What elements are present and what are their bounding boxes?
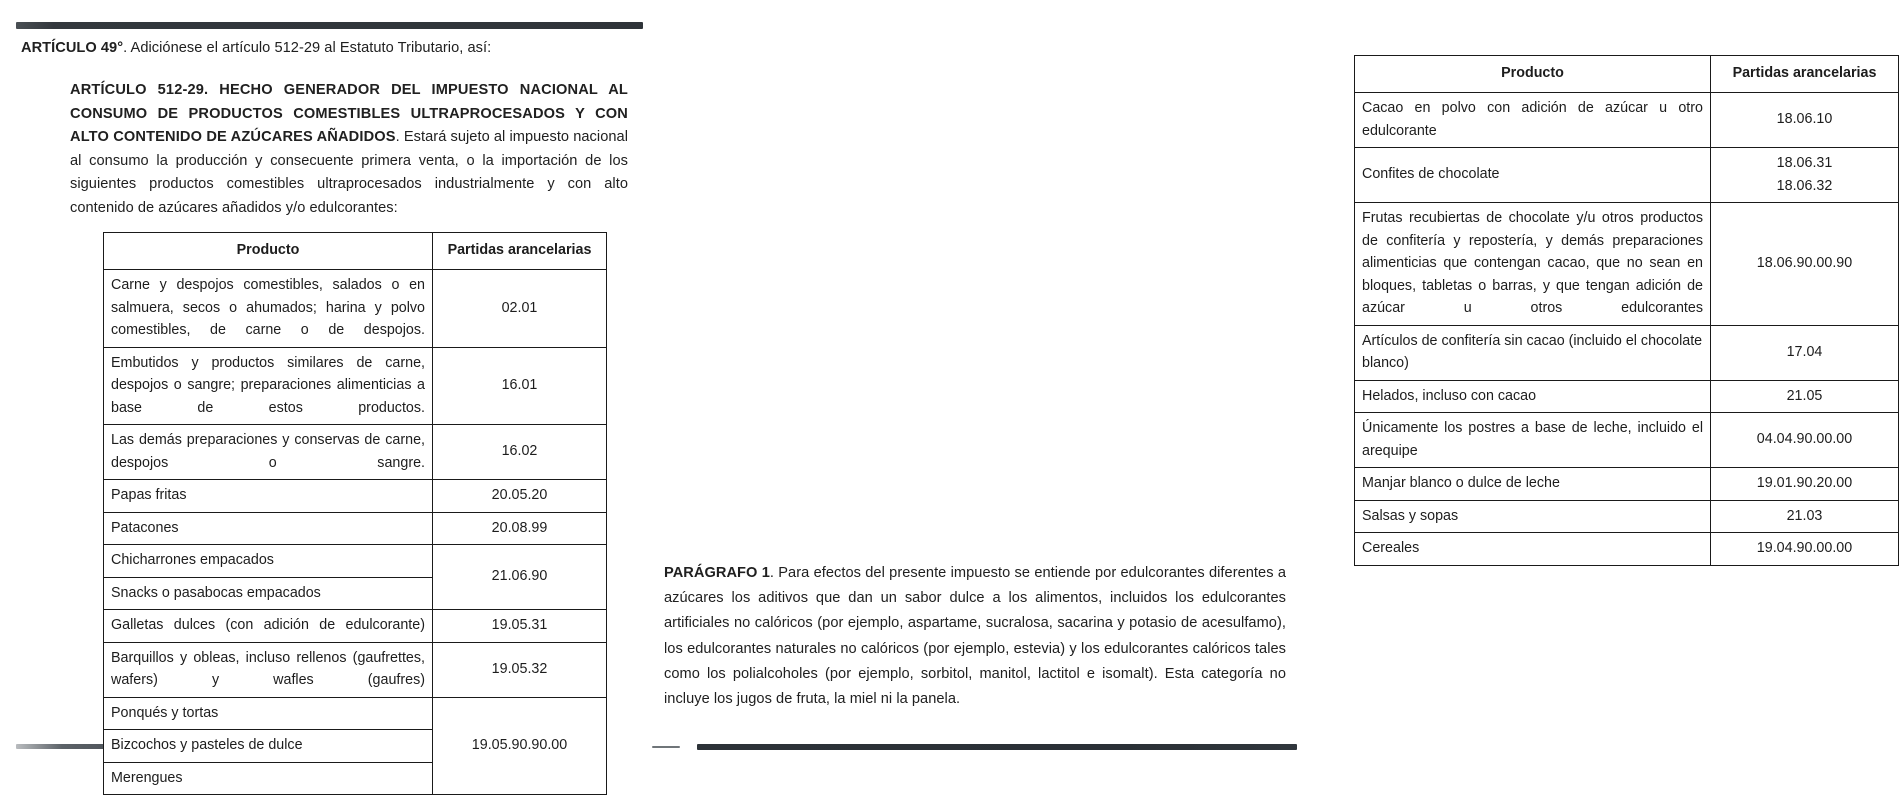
cell-producto: Barquillos y obleas, incluso rellenos (gaufrettes, wafers) y wafles (gaufres) xyxy=(104,642,433,697)
cell-partida: 19.05.32 xyxy=(433,642,607,697)
cell-partida: 18.06.31 18.06.32 xyxy=(1711,148,1899,203)
paragrafo-1-block xyxy=(664,561,1286,712)
cell-producto: Artículos de confitería sin cacao (incluido el chocolate blanco) xyxy=(1355,325,1711,380)
cell-producto: Frutas recubiertas de chocolate y/u otros productos de confitería y repostería, y demás preparaciones alimenticias que contengan cacao, que no sean en bloques, tabletas o barras, y que tengan adición de azúcar u otros edulcorantes xyxy=(1355,203,1711,326)
products-table-right xyxy=(1354,55,1899,566)
cell-producto: Merengues xyxy=(104,762,433,795)
article-49-intro xyxy=(21,37,629,61)
cell-partida: 18.06.10 xyxy=(1711,93,1899,148)
article-512-29-text: . Estará sujeto al impuesto nacional al consumo la producción y consecuente primera venta, o la importación de los siguientes productos comestibles ultraprocesados industrialmente y con alto contenido de azúcares añadidos y/o edulcorantes: xyxy=(70,129,628,216)
cell-producto: Chicharrones empacados xyxy=(104,545,433,578)
cell-partida: 21.03 xyxy=(1711,500,1899,533)
right-page xyxy=(652,0,1877,760)
cell-producto: Cacao en polvo con adición de azúcar u otro edulcorante xyxy=(1355,93,1711,148)
bottom-rule-bar-right-stub xyxy=(652,746,680,748)
table-row xyxy=(104,697,607,730)
bottom-rule-bar-right xyxy=(697,744,1297,750)
cell-partida: 21.06.90 xyxy=(433,545,607,610)
table-row xyxy=(1355,148,1899,203)
table-header-row xyxy=(104,233,607,270)
table-row xyxy=(1355,533,1899,566)
table-row xyxy=(104,642,607,697)
cell-producto: Confites de chocolate xyxy=(1355,148,1711,203)
cell-producto: Papas fritas xyxy=(104,480,433,513)
cell-producto: Cereales xyxy=(1355,533,1711,566)
paragrafo-1-text: . Para efectos del presente impuesto se entiende por edulcorantes diferentes a azúcares los aditivos que dan un sabor dulce a los alimentos, incluidos los edulcorantes artificiales no calóricos (por ejemplo, aspartame, sucralosa, sacarina y potasio de acesulfamo), los edulcorantes naturales no calóricos (por ejemplo, estevia) y los edulcorantes calóricos tales como los polialcoholes (por ejemplo, sorbitol, manitol, lactitol e isomalt). Esta categoría no incluye los jugos de fruta, la miel ni la panela. xyxy=(664,565,1286,708)
column-header-producto: Producto xyxy=(1355,56,1711,93)
cell-producto: Únicamente los postres a base de leche, incluido el arequipe xyxy=(1355,413,1711,468)
cell-partida: 04.04.90.00.00 xyxy=(1711,413,1899,468)
cell-partida: 19.04.90.00.00 xyxy=(1711,533,1899,566)
cell-producto: Snacks o pasabocas empacados xyxy=(104,577,433,610)
cell-partida: 17.04 xyxy=(1711,325,1899,380)
cell-producto: Galletas dulces (con adición de edulcorante) xyxy=(104,610,433,643)
cell-partida: 18.06.90.00.90 xyxy=(1711,203,1899,326)
column-header-partidas-arancelarias: Partidas arancelarias xyxy=(433,233,607,270)
cell-partida: 19.05.90.90.00 xyxy=(433,697,607,795)
cell-partida: 21.05 xyxy=(1711,380,1899,413)
table-row xyxy=(1355,93,1899,148)
top-rule-bar-left xyxy=(16,22,643,29)
article-512-29-heading: ARTÍCULO 512-29. HECHO GENERADOR DEL IMPUESTO NACIONAL AL CONSUMO DE PRODUCTOS COMESTIBLES ULTRAPROCESADOS Y CON ALTO CONTENIDO DE AZÚCARES AÑADIDOS xyxy=(70,82,628,145)
cell-producto: Ponqués y tortas xyxy=(104,697,433,730)
article-512-29-block xyxy=(70,79,628,220)
cell-partida: 19.05.31 xyxy=(433,610,607,643)
paragrafo-1-label: PARÁGRAFO 1 xyxy=(664,565,770,581)
table-row xyxy=(1355,500,1899,533)
table-header-row xyxy=(1355,56,1899,93)
cell-producto: Patacones xyxy=(104,512,433,545)
cell-partida: 16.01 xyxy=(433,347,607,425)
table-row xyxy=(104,512,607,545)
table-row xyxy=(1355,413,1899,468)
article-49-intro-text: . Adiciónese el artículo 512-29 al Estatuto Tributario, así: xyxy=(123,40,492,56)
products-table-left xyxy=(103,232,607,795)
cell-partida: 19.01.90.20.00 xyxy=(1711,468,1899,501)
table-row xyxy=(104,270,607,348)
cell-partida: 20.08.99 xyxy=(433,512,607,545)
column-header-producto: Producto xyxy=(104,233,433,270)
table-row xyxy=(104,347,607,425)
cell-partida: 20.05.20 xyxy=(433,480,607,513)
table-row xyxy=(104,425,607,480)
table-row xyxy=(104,545,607,578)
cell-producto: Carne y despojos comestibles, salados o en salmuera, secos o ahumados; harina y polvo comestibles, de carne o de despojos. xyxy=(104,270,433,348)
cell-partida: 02.01 xyxy=(433,270,607,348)
cell-producto: Manjar blanco o dulce de leche xyxy=(1355,468,1711,501)
cell-producto: Salsas y sopas xyxy=(1355,500,1711,533)
article-49-label: ARTÍCULO 49° xyxy=(21,40,124,56)
cell-producto: Bizcochos y pasteles de dulce xyxy=(104,730,433,763)
column-header-partidas-arancelarias: Partidas arancelarias xyxy=(1711,56,1899,93)
cell-producto: Las demás preparaciones y conservas de carne, despojos o sangre. xyxy=(104,425,433,480)
left-page xyxy=(0,0,648,786)
cell-producto: Embutidos y productos similares de carne, despojos o sangre; preparaciones alimenticias a base de estos productos. xyxy=(104,347,433,425)
table-row xyxy=(1355,380,1899,413)
table-row xyxy=(1355,468,1899,501)
table-row xyxy=(1355,325,1899,380)
table-row xyxy=(104,610,607,643)
cell-producto: Helados, incluso con cacao xyxy=(1355,380,1711,413)
table-row xyxy=(104,480,607,513)
table-row xyxy=(1355,203,1899,326)
cell-partida: 16.02 xyxy=(433,425,607,480)
